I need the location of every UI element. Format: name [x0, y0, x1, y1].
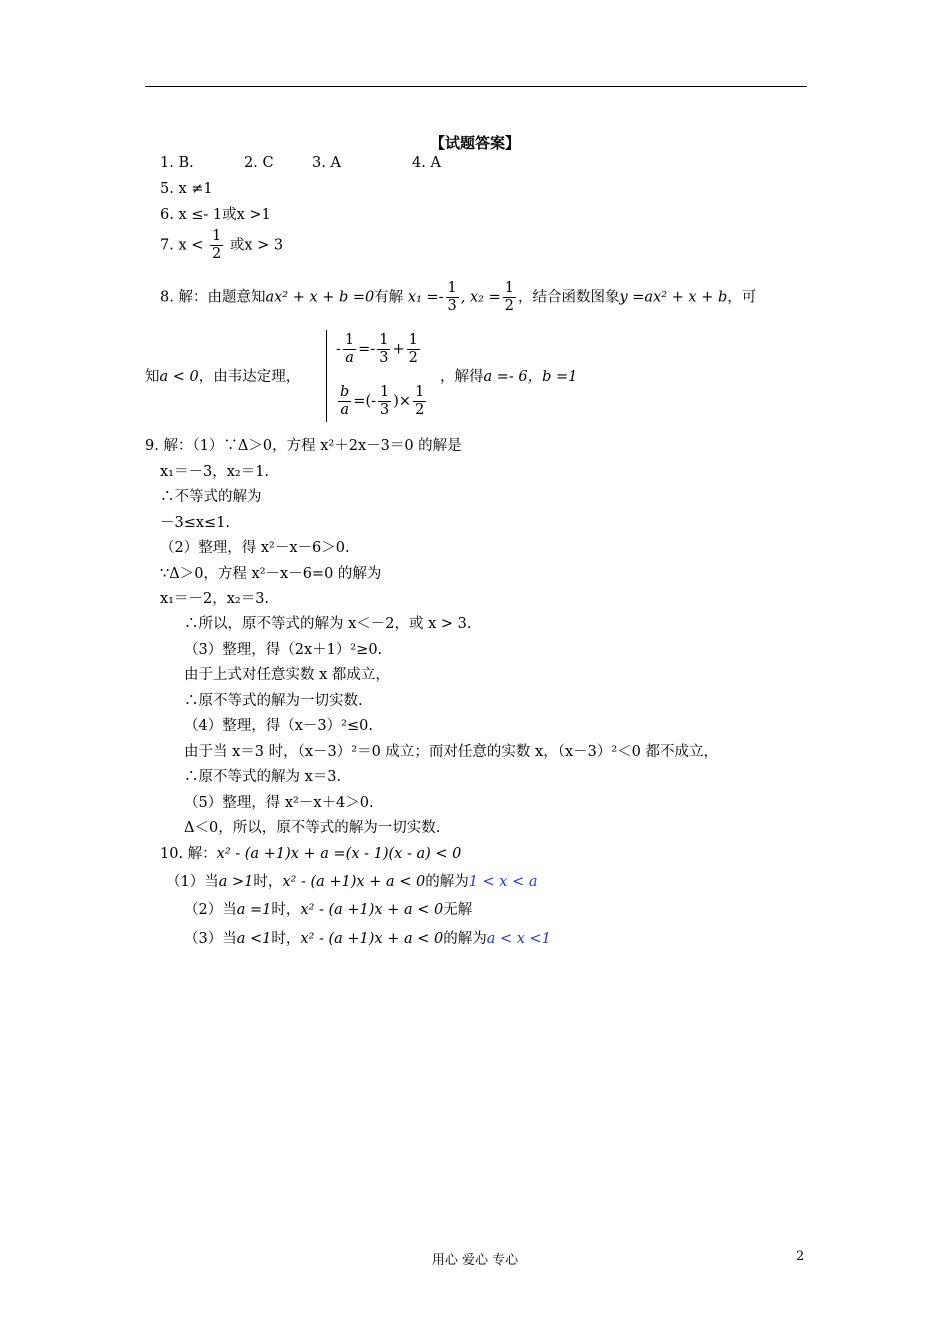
- eq1-sign: -: [336, 341, 341, 358]
- case-text: 的解为: [443, 931, 487, 947]
- q8-root2: , x₂ =: [460, 289, 501, 306]
- q8b-mid: ，由韦达定理，: [198, 369, 301, 385]
- q9-line: （4）整理，得（x－3）²≤0.: [184, 718, 373, 734]
- answer-7-suffix: 或x > 3: [229, 237, 284, 254]
- fraction-numerator: 1: [408, 332, 418, 348]
- fraction-numerator: b: [340, 384, 350, 400]
- system-brace: [326, 330, 335, 422]
- case-text: 时，: [271, 931, 301, 947]
- q10-label: 10. 解：: [160, 846, 217, 862]
- eq2-times: )×: [393, 393, 412, 410]
- case-solution: a < x <1: [486, 931, 551, 947]
- fraction-denominator: 3: [447, 298, 457, 314]
- case-condition: a <1: [236, 931, 272, 947]
- q8-text-g: ，结合函数图象: [517, 289, 620, 306]
- system-equation-1: [336, 332, 422, 367]
- q8-frac1: [446, 280, 459, 315]
- q9-line: （2）整理，得 x²－x－6＞0.: [160, 540, 350, 556]
- fraction-numerator: 1: [379, 332, 389, 348]
- eq1-frac2: [377, 332, 390, 367]
- case-text: 无解: [443, 902, 473, 918]
- q9-line: ∴所以，原不等式的解为 x＜－2，或 x > 3.: [184, 616, 472, 632]
- fraction-denominator: 2: [408, 350, 418, 366]
- fraction-numerator: 1: [504, 280, 514, 296]
- q8b-pre: 知: [145, 369, 160, 385]
- case-solution: 1 < x < a: [468, 874, 538, 890]
- case-text: 时，: [253, 874, 283, 890]
- footer-slogan: 用心 爱心 专心: [431, 1253, 519, 1268]
- eq2-frac2: [378, 384, 391, 419]
- answer-3: 3. A: [312, 155, 341, 171]
- header-rule: [145, 86, 807, 87]
- section-title: 【试题答案】: [429, 134, 520, 152]
- case-text: 的解为: [425, 874, 469, 890]
- answer-6: 6. x ≤- 1或x >1: [160, 207, 271, 223]
- eq1-frac1: [343, 332, 356, 367]
- q9-line: 由于上式对任意实数 x 都成立，: [184, 667, 390, 683]
- case-condition: a >1: [218, 874, 254, 890]
- q8b-result: a =- 6，b =1: [483, 369, 578, 385]
- eq1-equals: =-: [358, 341, 376, 358]
- q10-case-2: [184, 901, 472, 919]
- case-condition: a =1: [236, 902, 272, 918]
- fraction-denominator: 2: [212, 246, 222, 262]
- fraction-numerator: 1: [344, 332, 355, 348]
- eq2-frac1: [338, 384, 351, 419]
- case-label: （1）当: [166, 874, 219, 890]
- page-number: 2: [796, 1249, 805, 1264]
- q9-line: ∴不等式的解为: [160, 489, 262, 505]
- answer-8-result: [440, 368, 577, 386]
- q9-line: x₁＝－3，x₂＝1.: [160, 464, 270, 480]
- q9-line: x₁＝－2，x₂＝3.: [160, 591, 270, 607]
- q9-line: －3≤x≤1.: [160, 515, 231, 531]
- fraction-numerator: 1: [212, 228, 222, 244]
- answer-1: 1. B.: [160, 155, 194, 171]
- fraction-denominator: 2: [504, 298, 514, 314]
- q10-case-3: [184, 930, 551, 948]
- case-label: （3）当: [184, 931, 237, 947]
- q10-head: [160, 845, 461, 863]
- fraction-numerator: 1: [380, 384, 390, 400]
- eq1-plus: +: [392, 341, 405, 358]
- q10-case-1: [166, 873, 538, 891]
- fraction-denominator: 2: [415, 402, 425, 418]
- fraction-denominator: 3: [380, 402, 390, 418]
- fraction-denominator: a: [338, 401, 351, 419]
- answer-4: 4. A: [412, 155, 441, 171]
- q8b-condition: a < 0: [159, 369, 199, 385]
- q9-line: （5）整理，得 x²－x＋4＞0.: [184, 795, 374, 811]
- q8-equation: ax² + x + b =0: [265, 289, 375, 306]
- answer-8-line1: [160, 280, 756, 315]
- q8b-post: ，解得: [440, 369, 484, 385]
- answer-5: 5. x ≠1: [160, 181, 213, 197]
- q8-frac2: [503, 280, 516, 315]
- q9-line: 由于当 x＝3 时，（x－3）²＝0 成立；而对任意的实数 x，（x－3）²＜0 都不成立，: [184, 744, 719, 760]
- fraction-denominator: a: [343, 349, 356, 367]
- q9-line: ∵Δ＞0，方程 x²－x－6=0 的解为: [160, 566, 382, 582]
- system-equation-2: [336, 384, 428, 419]
- q8-function: y =ax² + x + b: [619, 289, 728, 306]
- case-inequality: x² - (a +1)x + a < 0: [300, 902, 444, 918]
- fraction-denominator: 3: [379, 350, 389, 366]
- fraction-numerator: 1: [447, 280, 457, 296]
- answer-2: 2. C: [244, 155, 274, 171]
- q8-text-i: ，可: [727, 289, 757, 306]
- eq2-equals: =(-: [353, 393, 377, 410]
- case-inequality: x² - (a +1)x + a < 0: [300, 931, 444, 947]
- q9-line: 9. 解：（1）∵Δ＞0，方程 x²＋2x－3＝0 的解是: [145, 438, 462, 454]
- eq2-frac3: [413, 384, 426, 419]
- q8-text-c: 有解: [374, 289, 404, 306]
- q8-text-a: 8. 解：由题意知: [160, 289, 266, 306]
- answer-8-line2-pre: [145, 368, 300, 386]
- answer-7-prefix: 7. x <: [160, 237, 204, 254]
- q8-root1: x₁ =-: [407, 289, 444, 306]
- q9-line: （3）整理，得（2x＋1）²≥0.: [184, 642, 383, 658]
- q9-line: ∴原不等式的解为 x＝3.: [184, 769, 342, 785]
- q9-line: ∴原不等式的解为一切实数.: [184, 693, 363, 709]
- q9-line: Δ＜0，所以，原不等式的解为一切实数.: [184, 820, 441, 836]
- answer-7: [160, 228, 283, 263]
- fraction-numerator: 1: [415, 384, 425, 400]
- q10-equation: x² - (a +1)x + a =(x - 1)(x - a) < 0: [216, 846, 462, 862]
- answer-7-fraction: [210, 228, 223, 263]
- case-inequality: x² - (a +1)x + a < 0: [282, 874, 426, 890]
- case-text: 时，: [271, 902, 301, 918]
- case-label: （2）当: [184, 902, 237, 918]
- eq1-frac3: [407, 332, 420, 367]
